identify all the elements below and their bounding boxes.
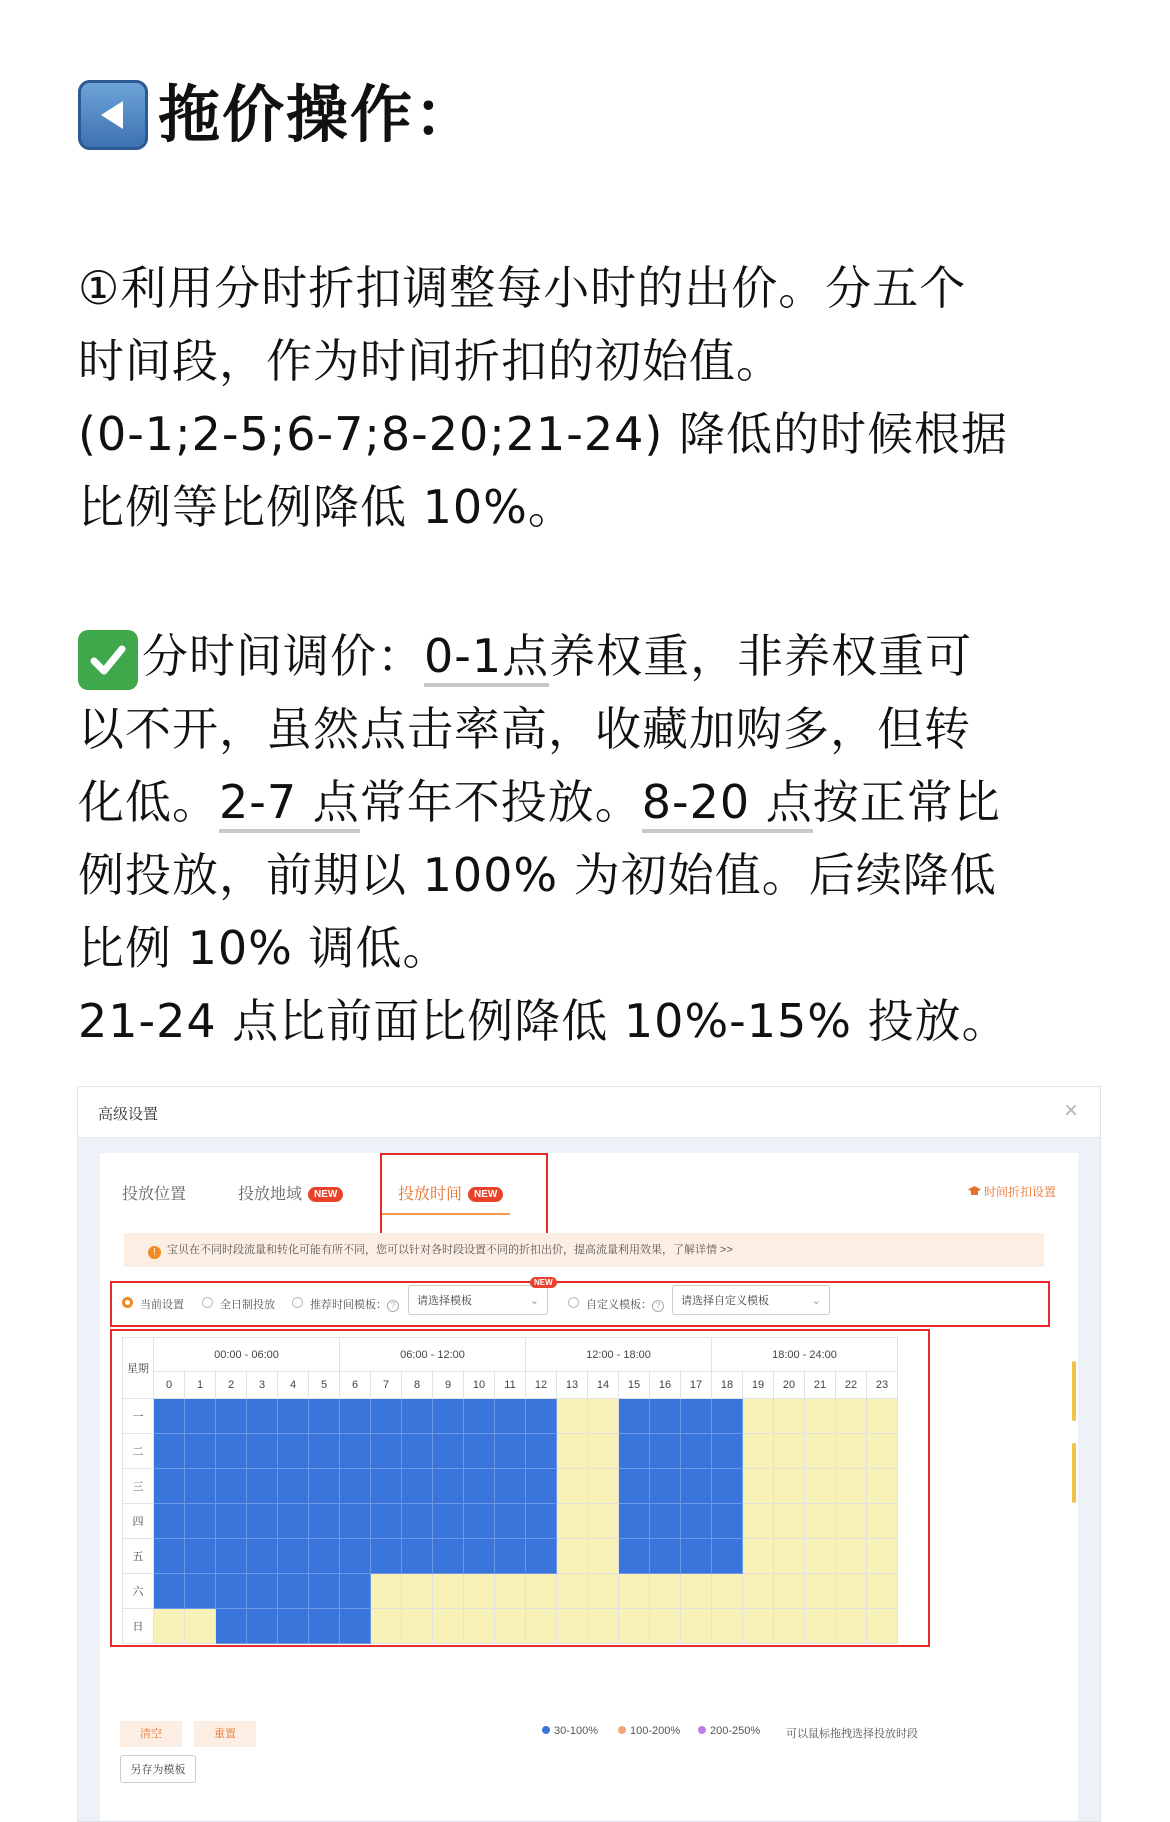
time-slot-cell[interactable] [774,1539,805,1574]
hour-header: 20 [774,1372,805,1399]
radio-label: 推荐时间模板： ? [310,1296,399,1312]
time-slot-cell[interactable] [216,1434,247,1469]
hour-header: 17 [681,1372,712,1399]
para1-line: 比例等比例降低 10%。 [78,480,575,534]
time-slot-cell[interactable] [433,1399,464,1434]
hour-header: 3 [247,1372,278,1399]
time-slot-cell[interactable] [216,1574,247,1609]
recommended-template-select[interactable]: 请选择模板 ⌄ [408,1285,548,1315]
hour-header: 5 [309,1372,340,1399]
time-slot-cell[interactable] [340,1574,371,1609]
para2-line: 分时间调价：0-1点养权重，非养权重可 [78,620,1009,693]
hour-header: 8 [402,1372,433,1399]
hour-header: 23 [867,1372,898,1399]
time-slot-cell[interactable] [216,1539,247,1574]
day-row [123,1504,898,1539]
time-slot-cell[interactable] [557,1469,588,1504]
time-slot-cell[interactable] [154,1399,185,1434]
time-slot-cell[interactable] [836,1609,867,1644]
time-slot-cell[interactable] [743,1539,774,1574]
time-slot-cell[interactable] [681,1539,712,1574]
new-badge: NEW [530,1277,557,1288]
clear-button[interactable]: 清空 [120,1721,182,1747]
para2-line: 以不开，虽然点击率高，收藏加购多，但转 [78,702,971,756]
time-slot-cell[interactable] [712,1504,743,1539]
scrollbar-marker[interactable] [1072,1443,1076,1503]
time-slot-cell[interactable] [185,1399,216,1434]
hour-header: 6 [340,1372,371,1399]
hour-header: 15 [619,1372,650,1399]
day-label: 一 [123,1399,154,1434]
time-slot-cell[interactable] [402,1574,433,1609]
time-slot-cell[interactable] [743,1504,774,1539]
time-slot-cell[interactable] [805,1574,836,1609]
time-slot-cell[interactable] [774,1399,805,1434]
radio-label: 当前设置 [140,1299,184,1311]
time-slot-cell[interactable] [433,1504,464,1539]
time-slot-cell[interactable] [557,1539,588,1574]
time-slot-cell[interactable] [340,1539,371,1574]
time-slot-cell[interactable] [154,1574,185,1609]
time-slot-cell[interactable] [712,1574,743,1609]
time-slot-cell[interactable] [774,1609,805,1644]
save-as-template-button[interactable]: 另存为模板 [120,1755,196,1783]
time-slot-cell[interactable] [836,1574,867,1609]
time-slot-cell[interactable] [464,1609,495,1644]
time-slot-cell[interactable] [557,1609,588,1644]
time-slot-cell[interactable] [681,1434,712,1469]
article-heading [78,80,1098,150]
hour-header: 18 [712,1372,743,1399]
time-slot-cell[interactable] [371,1399,402,1434]
time-slot-cell[interactable] [278,1469,309,1504]
grid-corner: 星期 [123,1338,154,1399]
time-slot-cell[interactable] [836,1504,867,1539]
hour-header: 22 [836,1372,867,1399]
time-slot-cell[interactable] [495,1399,526,1434]
paragraph-2 [78,620,1009,1058]
time-discount-settings-link[interactable]: 时间折扣设置 [968,1183,1056,1200]
time-slot-cell[interactable] [774,1469,805,1504]
time-slot-cell[interactable] [185,1434,216,1469]
time-slot-cell[interactable] [619,1504,650,1539]
time-slot-cell[interactable] [340,1469,371,1504]
time-slot-cell[interactable] [495,1539,526,1574]
time-slot-cell[interactable] [495,1574,526,1609]
hour-header: 1 [185,1372,216,1399]
time-slot-cell[interactable] [650,1469,681,1504]
day-label: 四 [123,1504,154,1539]
time-slot-cell[interactable] [340,1609,371,1644]
time-slot-cell[interactable] [712,1539,743,1574]
time-slot-cell[interactable] [712,1609,743,1644]
time-slot-cell[interactable] [402,1399,433,1434]
time-slot-cell[interactable] [867,1539,898,1574]
custom-template-select[interactable]: 请选择自定义模板 ⌄ [672,1285,830,1315]
time-slot-cell[interactable] [650,1504,681,1539]
graduation-cap-icon [968,1186,981,1197]
time-slot-cell[interactable] [712,1434,743,1469]
time-slot-cell[interactable] [681,1399,712,1434]
time-slot-cell[interactable] [619,1574,650,1609]
time-slot-cell[interactable] [309,1609,340,1644]
time-slot-cell[interactable] [185,1539,216,1574]
time-grid [122,1337,913,1644]
chevron-down-icon: ⌄ [811,1295,821,1307]
underlined-text: 8-20 点 [642,775,813,833]
time-slot-cell[interactable] [309,1399,340,1434]
legend-dot [618,1726,626,1734]
time-slot-cell[interactable] [619,1609,650,1644]
time-slot-cell[interactable] [154,1539,185,1574]
hour-header: 2 [216,1372,247,1399]
day-label: 二 [123,1434,154,1469]
dialog-title-bar [78,1087,1100,1138]
day-label: 六 [123,1574,154,1609]
time-slot-cell[interactable] [278,1609,309,1644]
day-row [123,1574,898,1609]
time-slot-cell[interactable] [247,1504,278,1539]
time-slot-cell[interactable] [154,1609,185,1644]
time-slot-cell[interactable] [712,1469,743,1504]
para1-line: ①利用分时折扣调整每小时的出价。分五个 [78,261,967,315]
time-slot-cell[interactable] [588,1574,619,1609]
time-slot-cell[interactable] [433,1609,464,1644]
drag-hint: 可以鼠标拖拽选择投放时段 [786,1728,918,1740]
time-slot-cell[interactable] [774,1504,805,1539]
time-slot-cell[interactable] [650,1609,681,1644]
time-slot-cell[interactable] [588,1504,619,1539]
time-slot-cell[interactable] [216,1469,247,1504]
reset-button[interactable]: 重置 [194,1721,256,1747]
tab-region[interactable]: 投放地域 NEW [238,1181,343,1204]
time-slot-cell[interactable] [650,1434,681,1469]
time-slot-cell[interactable] [464,1434,495,1469]
radio-current-setting[interactable] [122,1297,133,1308]
new-badge: NEW [308,1187,343,1202]
day-label: 日 [123,1609,154,1644]
time-slot-cell[interactable] [402,1539,433,1574]
time-slot-cell[interactable] [805,1469,836,1504]
article [78,78,1098,1048]
day-row [123,1609,898,1644]
time-slot-cell[interactable] [278,1399,309,1434]
time-slot-cell[interactable] [185,1574,216,1609]
time-slot-cell[interactable] [371,1504,402,1539]
time-slot-cell[interactable] [774,1574,805,1609]
time-slot-cell[interactable] [495,1434,526,1469]
range-header: 06:00 - 12:00 [340,1338,526,1372]
check-mark-icon [78,630,138,690]
hour-header: 4 [278,1372,309,1399]
hour-header: 19 [743,1372,774,1399]
heading-text: 拖价操作： [158,78,479,151]
back-arrow-icon [78,80,148,150]
day-label: 三 [123,1469,154,1504]
time-slot-cell[interactable] [247,1539,278,1574]
time-slot-cell[interactable] [805,1399,836,1434]
tab-time[interactable]: 投放时间 NEW [398,1181,503,1204]
time-slot-cell[interactable] [588,1399,619,1434]
para1-line: (0-1;2-5;6-7;8-20;21-24) 降低的时候根据 [78,407,1008,461]
hour-header: 14 [588,1372,619,1399]
time-slot-cell[interactable] [402,1469,433,1504]
time-slot-cell[interactable] [309,1539,340,1574]
day-row [123,1539,898,1574]
time-slot-cell[interactable] [247,1434,278,1469]
scrollbar-marker[interactable] [1072,1361,1076,1421]
hour-header: 0 [154,1372,185,1399]
time-slot-cell[interactable] [867,1609,898,1644]
time-slot-cell[interactable] [588,1539,619,1574]
radio-label: 自定义模板： ? [586,1296,664,1312]
time-slot-cell[interactable] [836,1434,867,1469]
time-slot-cell[interactable] [805,1504,836,1539]
time-slot-cell[interactable] [495,1609,526,1644]
time-slot-cell[interactable] [433,1434,464,1469]
time-slot-cell[interactable] [247,1609,278,1644]
help-icon[interactable]: ? [387,1300,399,1312]
time-slot-cell[interactable] [743,1399,774,1434]
time-slot-cell[interactable] [867,1434,898,1469]
underlined-text: 2-7 点 [219,775,360,833]
hour-header: 10 [464,1372,495,1399]
para2-line: 21-24 点比前面比例降低 10%-15% 投放。 [78,994,1009,1048]
time-slot-cell[interactable] [495,1469,526,1504]
legend-item: 100-200% [618,1725,680,1737]
close-icon[interactable]: × [1063,1097,1078,1124]
time-slot-cell[interactable] [867,1469,898,1504]
time-slot-cell[interactable] [340,1504,371,1539]
para2-line: 例投放，前期以 100% 为初始值。后续降低 [78,848,997,902]
time-slot-cell[interactable] [526,1399,557,1434]
time-slot-cell[interactable] [247,1574,278,1609]
radio-all-day[interactable] [202,1297,213,1308]
time-slot-cell[interactable] [340,1399,371,1434]
time-slot-cell[interactable] [402,1434,433,1469]
time-slot-cell[interactable] [433,1539,464,1574]
time-slot-cell[interactable] [743,1609,774,1644]
time-slot-cell[interactable] [743,1574,774,1609]
time-slot-cell[interactable] [681,1504,712,1539]
para2-line: 化低。2-7 点常年不投放。8-20 点按正常比 [78,766,1009,839]
time-slot-cell[interactable] [371,1434,402,1469]
time-slot-cell[interactable] [557,1434,588,1469]
time-slot-cell[interactable] [650,1574,681,1609]
day-row [123,1469,898,1504]
time-slot-cell[interactable] [154,1504,185,1539]
hour-header: 16 [650,1372,681,1399]
time-slot-cell[interactable] [867,1574,898,1609]
time-slot-cell[interactable] [185,1504,216,1539]
time-slot-cell[interactable] [247,1399,278,1434]
para2-line: 比例 10% 调低。 [78,921,450,975]
para1-line: 时间段，作为时间折扣的初始值。 [78,334,783,388]
time-slot-cell[interactable] [309,1504,340,1539]
highlight-box-tab [380,1153,548,1235]
tab-placement[interactable]: 投放位置 [122,1186,187,1203]
time-slot-cell[interactable] [371,1539,402,1574]
time-slot-cell[interactable] [619,1399,650,1434]
time-slot-cell[interactable] [526,1504,557,1539]
hour-header: 12 [526,1372,557,1399]
time-slot-cell[interactable] [154,1469,185,1504]
underlined-text: 0-1点 [424,629,549,687]
time-slot-cell[interactable] [464,1399,495,1434]
legend-dot [698,1726,706,1734]
time-slot-cell[interactable] [619,1539,650,1574]
paragraph-1 [78,252,1008,544]
time-slot-cell[interactable] [216,1609,247,1644]
time-slot-cell[interactable] [743,1434,774,1469]
time-slot-cell[interactable] [557,1504,588,1539]
legend-item: 200-250% [698,1725,760,1737]
time-slot-cell[interactable] [774,1434,805,1469]
hour-header: 7 [371,1372,402,1399]
day-row [123,1399,898,1434]
time-slot-cell[interactable] [681,1609,712,1644]
time-slot-cell[interactable] [836,1469,867,1504]
info-notice: ! 宝贝在不同时段流量和转化可能有所不同，您可以针对各时段设置不同的折扣出价，提高流量利用效果，了解详情 >> [124,1233,1044,1267]
dialog-title: 高级设置 [98,1106,159,1123]
time-grid-table [122,1337,898,1644]
time-slot-cell[interactable] [526,1469,557,1504]
hour-header: 21 [805,1372,836,1399]
time-slot-cell[interactable] [743,1469,774,1504]
time-slot-cell[interactable] [402,1504,433,1539]
time-slot-cell[interactable] [836,1539,867,1574]
hour-header: 11 [495,1372,526,1399]
time-slot-cell[interactable] [805,1539,836,1574]
time-slot-cell[interactable] [526,1434,557,1469]
time-slot-cell[interactable] [278,1434,309,1469]
day-label: 五 [123,1539,154,1574]
help-icon[interactable]: ? [652,1300,664,1312]
time-slot-cell[interactable] [650,1539,681,1574]
day-row [123,1434,898,1469]
dialog-body [100,1153,1078,1821]
time-slot-cell[interactable] [278,1574,309,1609]
time-slot-cell[interactable] [464,1504,495,1539]
time-slot-cell[interactable] [464,1574,495,1609]
time-slot-cell[interactable] [805,1434,836,1469]
time-slot-cell[interactable] [371,1469,402,1504]
time-slot-cell[interactable] [340,1434,371,1469]
range-header: 18:00 - 24:00 [712,1338,898,1372]
time-slot-cell[interactable] [681,1574,712,1609]
time-slot-cell[interactable] [185,1469,216,1504]
range-header: 00:00 - 06:00 [154,1338,340,1372]
time-slot-cell[interactable] [588,1609,619,1644]
time-slot-cell[interactable] [464,1469,495,1504]
time-slot-cell[interactable] [309,1574,340,1609]
time-slot-cell[interactable] [805,1609,836,1644]
time-slot-cell[interactable] [216,1399,247,1434]
advanced-settings-dialog [77,1086,1101,1822]
time-slot-cell[interactable] [526,1574,557,1609]
time-slot-cell[interactable] [867,1399,898,1434]
time-slot-cell[interactable] [650,1399,681,1434]
time-slot-cell[interactable] [433,1469,464,1504]
time-slot-cell[interactable] [154,1434,185,1469]
time-slot-cell[interactable] [278,1504,309,1539]
time-slot-cell[interactable] [588,1469,619,1504]
time-slot-cell[interactable] [309,1434,340,1469]
time-slot-cell[interactable] [247,1469,278,1504]
time-slot-cell[interactable] [867,1504,898,1539]
time-slot-cell[interactable] [278,1539,309,1574]
chevron-down-icon: ⌄ [529,1295,539,1307]
legend-dot [542,1726,550,1734]
time-slot-cell[interactable] [309,1469,340,1504]
time-slot-cell[interactable] [464,1539,495,1574]
hour-header: 13 [557,1372,588,1399]
new-badge: NEW [468,1187,503,1202]
time-slot-cell[interactable] [371,1609,402,1644]
radio-recommended-template[interactable] [292,1297,303,1308]
time-slot-cell[interactable] [681,1469,712,1504]
radio-label: 全日制投放 [220,1299,275,1311]
time-slot-cell[interactable] [588,1434,619,1469]
time-slot-cell[interactable] [619,1469,650,1504]
time-slot-cell[interactable] [526,1539,557,1574]
time-slot-cell[interactable] [402,1609,433,1644]
legend-item: 30-100% [542,1725,598,1737]
time-slot-cell[interactable] [185,1609,216,1644]
info-icon: ! [148,1246,161,1259]
time-slot-cell[interactable] [371,1574,402,1609]
time-slot-cell[interactable] [836,1399,867,1434]
time-slot-cell[interactable] [433,1574,464,1609]
time-slot-cell[interactable] [557,1399,588,1434]
time-slot-cell[interactable] [557,1574,588,1609]
time-slot-cell[interactable] [712,1399,743,1434]
time-slot-cell[interactable] [216,1504,247,1539]
time-slot-cell[interactable] [619,1434,650,1469]
range-header: 12:00 - 18:00 [526,1338,712,1372]
hour-header: 9 [433,1372,464,1399]
time-slot-cell[interactable] [526,1609,557,1644]
radio-custom-template[interactable] [568,1297,579,1308]
time-slot-cell[interactable] [495,1504,526,1539]
